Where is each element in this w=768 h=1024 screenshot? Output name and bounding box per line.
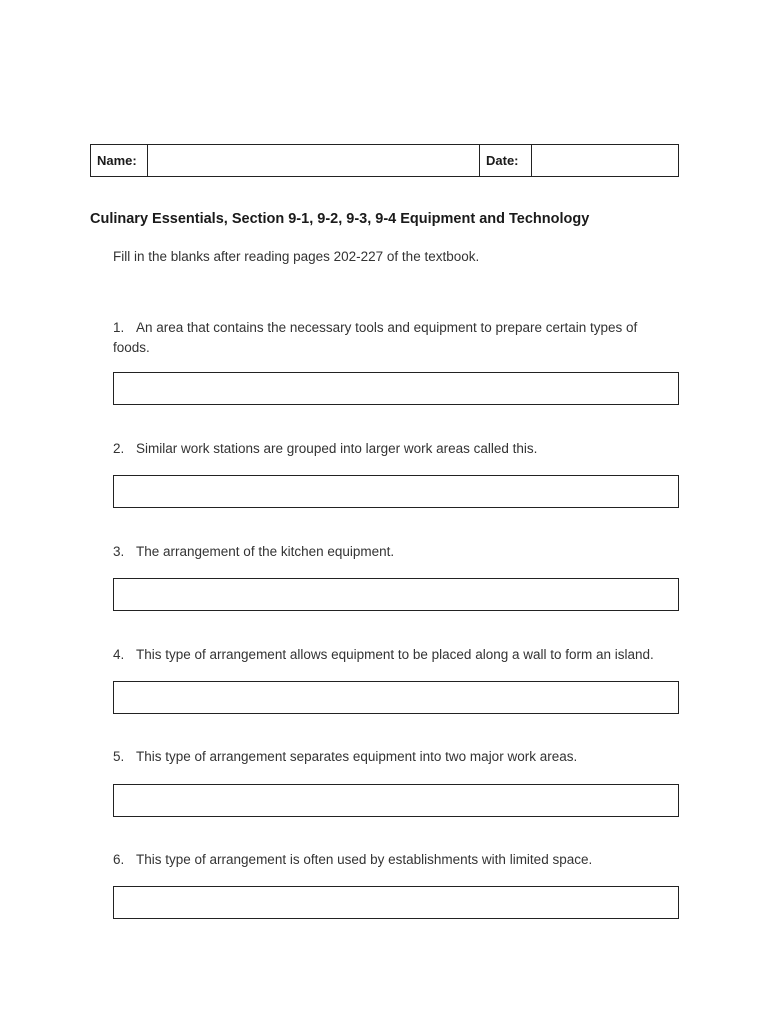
answer-box-4[interactable] [113,681,679,714]
question-2 [113,439,673,459]
question-text: This type of arrangement allows equipment to be placed along a wall to form an island. [136,647,654,662]
instructions-text: Fill in the blanks after reading pages 202-227 of the textbook. [113,249,480,264]
question-text: This type of arrangement is often used by establishments with limited space. [136,852,593,867]
question-6 [113,850,673,870]
name-field[interactable] [148,145,480,176]
question-text: The arrangement of the kitchen equipment. [136,544,395,559]
question-text: Similar work stations are grouped into larger work areas called this. [136,441,538,456]
date-label: Date: [480,145,532,176]
answer-box-1[interactable] [113,372,679,405]
question-5 [113,747,673,767]
student-info-table [90,144,679,177]
question-text: An area that contains the necessary tools and equipment to prepare certain types of foods. [113,320,638,355]
answer-box-3[interactable] [113,578,679,611]
answer-box-5[interactable] [113,784,679,817]
question-3 [113,542,673,562]
name-label: Name: [91,145,148,176]
date-field[interactable] [532,145,678,176]
question-1 [113,318,673,358]
question-text: This type of arrangement separates equipment into two major work areas. [136,749,578,764]
worksheet-title: Culinary Essentials, Section 9-1, 9-2, 9-3, 9-4 Equipment and Technology [90,211,590,227]
question-number: 1. [113,320,125,335]
question-number: 3. [113,544,125,559]
answer-box-6[interactable] [113,886,679,919]
question-4 [113,645,673,665]
question-number: 6. [113,852,125,867]
question-number: 4. [113,647,125,662]
question-number: 2. [113,441,125,456]
answer-box-2[interactable] [113,475,679,508]
question-number: 5. [113,749,125,764]
